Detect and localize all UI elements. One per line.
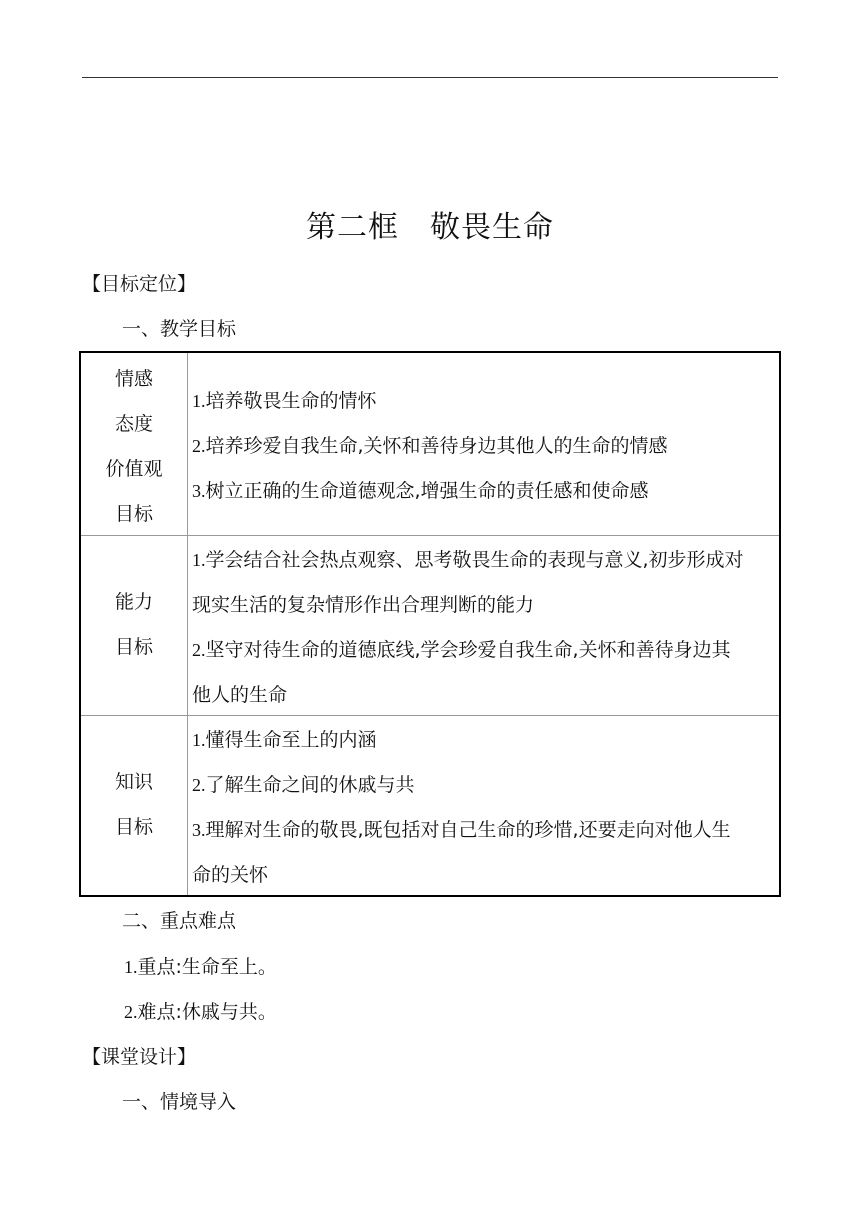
category-label: 知识 <box>114 771 153 793</box>
key-point-item: 1.重点:生命至上。 <box>124 956 277 978</box>
table-row-emotion-goals <box>81 353 779 535</box>
section-heading-design: 【课堂设计】 <box>82 1046 197 1068</box>
category-label: 价值观 <box>105 458 163 480</box>
goal-item: 1.学会结合社会热点观察、思考敬畏生命的表现与意义,初步形成对 <box>192 549 744 571</box>
table-row-ability-goals <box>81 535 779 715</box>
section-heading-target: 【目标定位】 <box>82 273 197 295</box>
table-row-knowledge-goals <box>81 715 779 895</box>
goal-item: 2.培养珍爱自我生命,关怀和善待身边其他人的生命的情感 <box>192 435 668 457</box>
goal-item-continuation: 他人的生命 <box>192 684 288 706</box>
category-cell-knowledge <box>81 716 188 895</box>
goal-item: 2.了解生命之间的休戚与共 <box>192 774 415 796</box>
category-cell-ability <box>81 536 188 715</box>
goal-item: 1.懂得生命至上的内涵 <box>192 729 377 751</box>
category-label: 情感 <box>114 368 153 390</box>
goal-item-continuation: 命的关怀 <box>192 864 269 886</box>
intro-heading: 一、情境导入 <box>122 1091 237 1113</box>
key-points-heading: 二、重点难点 <box>122 910 237 932</box>
content-cell-knowledge <box>188 716 779 895</box>
category-label: 态度 <box>114 413 153 435</box>
content-cell-ability <box>188 536 779 715</box>
goal-item: 1.培养敬畏生命的情怀 <box>192 390 377 412</box>
category-label: 目标 <box>114 636 153 658</box>
goal-item: 2.坚守对待生命的道德底线,学会珍爱自我生命,关怀和善待身边其 <box>192 639 731 661</box>
teaching-goals-table <box>79 351 781 897</box>
category-label: 目标 <box>114 816 153 838</box>
difficult-point-item: 2.难点:休戚与共。 <box>124 1001 277 1023</box>
page-title: 第二框 敬畏生命 <box>306 210 554 245</box>
goal-item-continuation: 现实生活的复杂情形作出合理判断的能力 <box>192 594 535 616</box>
category-label: 能力 <box>114 591 153 613</box>
goal-item: 3.理解对生命的敬畏,既包括对自己生命的珍惜,还要走向对他人生 <box>192 819 731 841</box>
content-cell-emotion <box>188 353 779 535</box>
goal-item: 3.树立正确的生命道德观念,增强生命的责任感和使命感 <box>192 480 649 502</box>
teaching-goals-heading: 一、教学目标 <box>122 318 237 340</box>
category-label: 目标 <box>114 503 153 525</box>
category-cell-emotion <box>81 353 188 535</box>
header-rule <box>82 77 778 78</box>
